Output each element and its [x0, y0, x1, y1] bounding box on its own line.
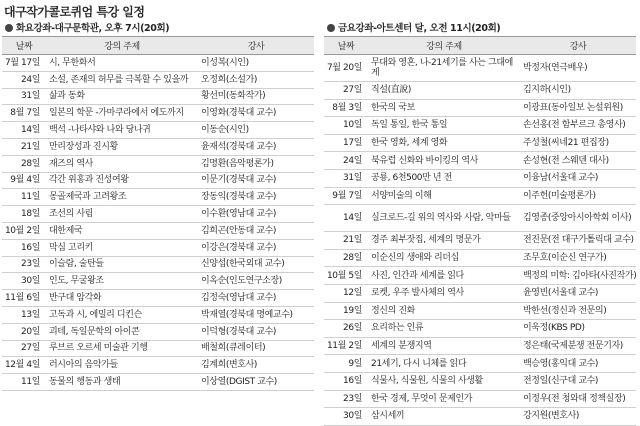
row-lecturer: 오정희(소설가) — [198, 71, 314, 88]
row-date: 10월 2일 — [2, 222, 46, 239]
friday-lecture-panel — [324, 22, 636, 426]
table-row — [2, 357, 314, 374]
row-lecturer: 이옥순(인도연구소장) — [198, 273, 314, 290]
bullet-icon — [5, 24, 13, 32]
row-date: 27일 — [2, 340, 46, 357]
row-topic: 재즈의 역사 — [46, 155, 198, 172]
row-topic: 실크로드-길 위의 역사와 사람, 악마들 — [368, 205, 520, 232]
table-row — [324, 82, 636, 100]
row-date: 28일 — [2, 155, 46, 172]
table-header-row — [2, 37, 314, 55]
row-topic: 21세기, 다시 니체를 읽다 — [368, 355, 520, 373]
table-row — [324, 99, 636, 117]
row-lecturer: 이욱정(KBS PD) — [520, 320, 636, 338]
row-topic: 삶과 동화 — [46, 88, 198, 105]
table-row — [2, 155, 314, 172]
table-row — [2, 88, 314, 105]
row-lecturer: 박정자(연극배우) — [520, 55, 636, 82]
row-date: 13일 — [2, 306, 46, 323]
row-date: 10월 5일 — [324, 267, 368, 285]
row-topic: 백석 -나타샤와 나와 당나귀 — [46, 122, 198, 139]
table-row — [324, 372, 636, 390]
row-lecturer: 이광표(동아일보 논설위원) — [520, 99, 636, 117]
table-row — [324, 284, 636, 302]
row-date: 24일 — [324, 152, 368, 170]
row-date: 21일 — [324, 232, 368, 250]
row-topic: 로켓, 우주 발사체의 역사 — [368, 284, 520, 302]
row-topic: 요리하는 인류 — [368, 320, 520, 338]
row-date: 31일 — [2, 88, 46, 105]
row-lecturer: 백정의 미학: 김아타(사진작가) — [520, 267, 636, 285]
row-topic: 삼시세끼 — [368, 408, 520, 426]
table-row — [2, 374, 314, 391]
row-topic: 괴테, 독일문학의 아이콘 — [46, 323, 198, 340]
row-date: 31일 — [324, 169, 368, 187]
row-date: 28일 — [324, 249, 368, 267]
row-lecturer: 김영종(중앙아시아학회 이사) — [520, 205, 636, 232]
row-lecturer: 조무호(이순신 연구가) — [520, 249, 636, 267]
row-topic: 막심 고리키 — [46, 239, 198, 256]
row-lecturer: 백승영(홍익대 교수) — [520, 355, 636, 373]
table-row — [324, 169, 636, 187]
table-row — [324, 232, 636, 250]
row-lecturer: 이덕형(경북대 교수) — [198, 323, 314, 340]
row-lecturer: 신양섭(한국외대 교수) — [198, 256, 314, 273]
header-date: 날짜 — [2, 37, 46, 55]
row-topic: 세계의 분쟁지역 — [368, 337, 520, 355]
table-header-row — [324, 37, 636, 55]
page-title: 대구작가콜로퀴엄 특강 일정 — [4, 5, 145, 19]
row-topic: 식물사, 식물원, 식물의 사생활 — [368, 372, 520, 390]
row-topic: 공룡, 6천500만 년 전 — [368, 169, 520, 187]
row-date: 16일 — [324, 372, 368, 390]
row-topic: 반구대 암각화 — [46, 290, 198, 307]
header-lecturer: 강사 — [198, 37, 314, 55]
row-topic: 직설(直說) — [368, 82, 520, 100]
row-lecturer: 배철희(큐레이터) — [198, 340, 314, 357]
row-lecturer: 이성복(시인) — [198, 55, 314, 72]
table-row — [2, 206, 314, 223]
row-lecturer: 황선미(동화작가) — [198, 88, 314, 105]
row-lecturer: 윤재석(경북대 교수) — [198, 138, 314, 155]
row-date: 30일 — [2, 273, 46, 290]
header-topic: 강의 주제 — [368, 37, 520, 55]
row-topic: 한국 영화, 세계 영화 — [368, 134, 520, 152]
table-row — [2, 222, 314, 239]
row-topic: 이순신의 생애와 리더십 — [368, 249, 520, 267]
row-topic: 무대와 영혼, 나-21세기를 사는 그대에게 — [368, 55, 520, 82]
row-lecturer: 박한선(정신과 전문의) — [520, 302, 636, 320]
table-row — [324, 152, 636, 170]
table-row — [2, 122, 314, 139]
row-lecturer: 이주헌(미술평론가) — [520, 187, 636, 205]
table-row — [2, 138, 314, 155]
row-lecturer: 박재열(경북대 명예교수) — [198, 306, 314, 323]
table-row — [2, 239, 314, 256]
row-topic: 각간 위홍과 진성여왕 — [46, 172, 198, 189]
row-date: 7월 20일 — [324, 55, 368, 82]
tuesday-schedule-table — [2, 36, 314, 391]
table-row — [2, 256, 314, 273]
header-lecturer: 강사 — [520, 37, 636, 55]
row-lecturer: 김지하(시인) — [520, 82, 636, 100]
row-lecturer: 김계희(변호사) — [198, 357, 314, 374]
row-topic: 시, 무한화서 — [46, 55, 198, 72]
row-date: 9월 7일 — [324, 187, 368, 205]
row-topic: 한국 경제, 무엇이 문제인가 — [368, 390, 520, 408]
row-lecturer: 김정숙(영남대 교수) — [198, 290, 314, 307]
row-topic: 동물의 행동과 생태 — [46, 374, 198, 391]
row-date: 18일 — [2, 206, 46, 223]
row-topic: 루브르 오르세 미술관 기행 — [46, 340, 198, 357]
table-row — [324, 134, 636, 152]
row-lecturer: 김명환(음악평론가) — [198, 155, 314, 172]
row-lecturer: 이융남(서울대 교수) — [520, 169, 636, 187]
row-lecturer: 김희곤(안동대 교수) — [198, 222, 314, 239]
row-date: 23일 — [324, 390, 368, 408]
row-lecturer: 이문기(경북대 교수) — [198, 172, 314, 189]
row-topic: 인도, 무굴왕조 — [46, 273, 198, 290]
table-row — [2, 290, 314, 307]
row-date: 11월 6일 — [2, 290, 46, 307]
row-lecturer: 정은태(국제분쟁 전문기자) — [520, 337, 636, 355]
table-row — [324, 55, 636, 82]
row-topic: 대한제국 — [46, 222, 198, 239]
row-date: 8월 3일 — [324, 99, 368, 117]
table-row — [324, 117, 636, 135]
row-topic: 일본의 학문 -가마쿠라에서 에도까지 — [46, 105, 198, 122]
row-lecturer: 이강은(경북대 교수) — [198, 239, 314, 256]
table-row — [2, 306, 314, 323]
row-topic: 북유럽 신화와 바이킹의 역사 — [368, 152, 520, 170]
row-topic: 경주 최부잣집, 세계의 명문가 — [368, 232, 520, 250]
table-row — [324, 205, 636, 232]
row-date: 20일 — [2, 323, 46, 340]
row-topic: 이슬람, 술탄들 — [46, 256, 198, 273]
row-date: 26일 — [324, 320, 368, 338]
bullet-icon — [327, 24, 335, 32]
row-date: 24일 — [2, 71, 46, 88]
row-lecturer: 강지원(변호사) — [520, 408, 636, 426]
table-row — [2, 273, 314, 290]
row-date: 7월 17일 — [2, 55, 46, 72]
row-date: 12월 4일 — [2, 357, 46, 374]
row-date: 11일 — [2, 189, 46, 206]
row-date: 9월 4일 — [2, 172, 46, 189]
row-topic: 조선의 사림 — [46, 206, 198, 223]
row-topic: 서양미술의 이해 — [368, 187, 520, 205]
table-row — [2, 189, 314, 206]
friday-subtitle: 금요강좌-아트센터 달, 오전 11시(20회) — [338, 23, 501, 34]
table-row — [324, 320, 636, 338]
header-topic: 강의 주제 — [46, 37, 198, 55]
row-topic: 사진, 인간과 세계를 읽다 — [368, 267, 520, 285]
row-date: 27일 — [324, 82, 368, 100]
row-lecturer: 손성현(전 스웨덴 대사) — [520, 152, 636, 170]
friday-schedule-table — [324, 36, 636, 426]
table-row — [2, 172, 314, 189]
row-date: 16일 — [2, 239, 46, 256]
row-date: 17일 — [324, 134, 368, 152]
row-date: 14일 — [2, 122, 46, 139]
table-row — [324, 337, 636, 355]
row-topic: 소설, 존재의 허무를 극복할 수 있을까 — [46, 71, 198, 88]
row-lecturer: 이상열(DGIST 교수) — [198, 374, 314, 391]
row-date: 12일 — [324, 284, 368, 302]
panel-subtitle — [324, 22, 636, 36]
table-row — [324, 187, 636, 205]
row-lecturer: 이수환(영남대 교수) — [198, 206, 314, 223]
table-row — [2, 323, 314, 340]
row-topic: 독일 통일, 한국 통일 — [368, 117, 520, 135]
header-date: 날짜 — [324, 37, 368, 55]
row-lecturer: 손선홍(전 함부르크 총영사) — [520, 117, 636, 135]
row-date: 10일 — [324, 117, 368, 135]
row-lecturer: 윤영빈(서울대 교수) — [520, 284, 636, 302]
row-date: 11일 — [2, 374, 46, 391]
row-date: 9일 — [324, 355, 368, 373]
row-date: 19일 — [324, 302, 368, 320]
row-topic: 고독과 시, 에밀리 디킨슨 — [46, 306, 198, 323]
row-date: 21일 — [2, 138, 46, 155]
panel-subtitle — [2, 22, 314, 36]
row-lecturer: 이정우(전 청와대 정책실장) — [520, 390, 636, 408]
row-topic: 만리장성과 진시황 — [46, 138, 198, 155]
row-topic: 정신의 진화 — [368, 302, 520, 320]
row-date: 23일 — [2, 256, 46, 273]
row-date: 8월 7일 — [2, 105, 46, 122]
table-row — [2, 55, 314, 72]
tuesday-lecture-panel — [2, 22, 314, 391]
table-row — [324, 408, 636, 426]
row-lecturer: 주성철(씨네21 편집장) — [520, 134, 636, 152]
table-row — [324, 267, 636, 285]
table-row — [324, 355, 636, 373]
row-date: 30일 — [324, 408, 368, 426]
row-topic: 러시아의 음악가들 — [46, 357, 198, 374]
row-lecturer: 전정일(신구대 교수) — [520, 372, 636, 390]
row-date: 11월 2일 — [324, 337, 368, 355]
table-row — [324, 302, 636, 320]
table-row — [2, 71, 314, 88]
table-row — [324, 249, 636, 267]
row-lecturer: 이영화(경북대 교수) — [198, 105, 314, 122]
row-lecturer: 장동익(경북대 교수) — [198, 189, 314, 206]
row-lecturer: 전진문(전 대구가톨릭대 교수) — [520, 232, 636, 250]
table-row — [2, 105, 314, 122]
row-topic: 한국의 국보 — [368, 99, 520, 117]
table-row — [324, 390, 636, 408]
row-date: 14일 — [324, 205, 368, 232]
table-row — [2, 340, 314, 357]
row-topic: 몽골제국과 고려왕조 — [46, 189, 198, 206]
tuesday-subtitle: 화요강좌-대구문학관, 오후 7시(20회) — [16, 23, 170, 34]
row-lecturer: 이동순(시인) — [198, 122, 314, 139]
